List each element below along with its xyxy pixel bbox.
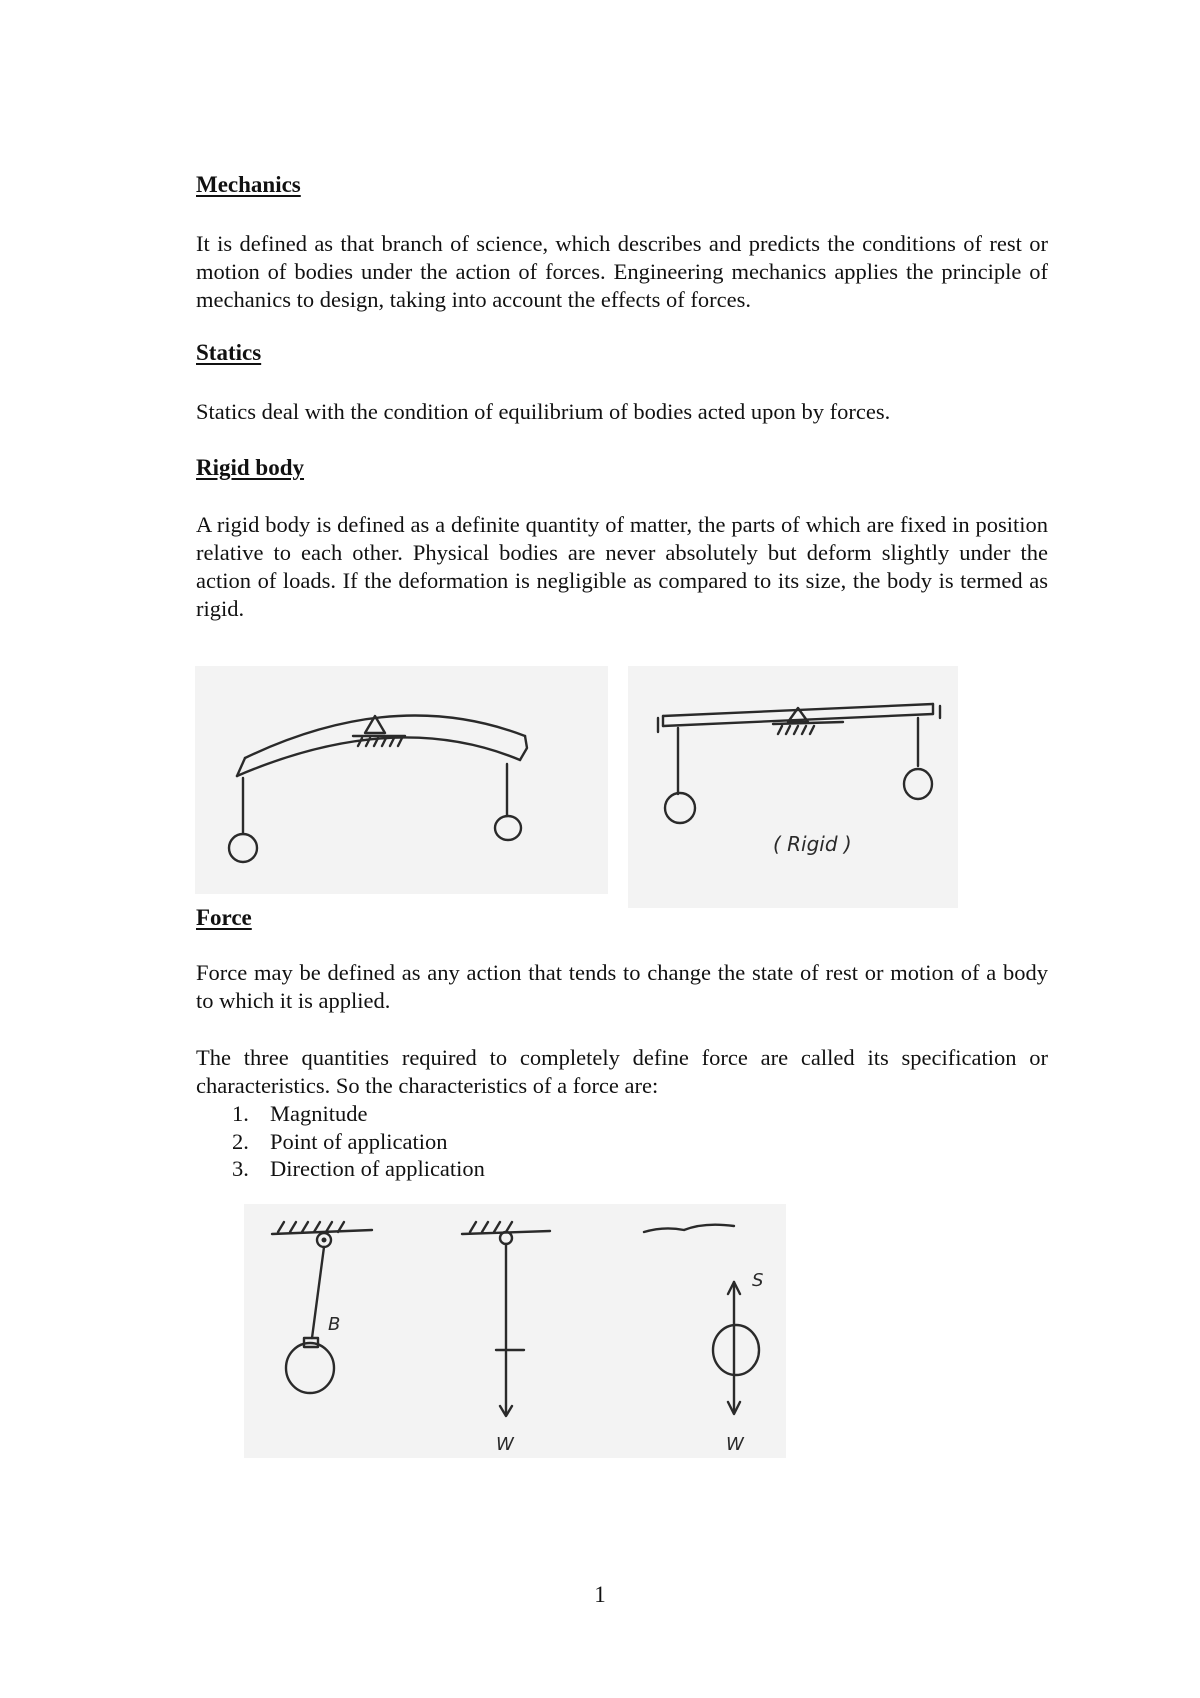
- list-item: 3. Direction of application: [232, 1156, 485, 1181]
- heading-rigid-body: Rigid body: [196, 455, 305, 480]
- label-w1: W: [496, 1434, 514, 1455]
- figure-deformed-beam: [195, 666, 608, 894]
- list-item: 1. Magnitude: [232, 1101, 368, 1126]
- label-s: S: [752, 1270, 764, 1291]
- heading-mechanics: Mechanics: [196, 172, 301, 197]
- page-number: 1: [594, 1582, 606, 1607]
- paragraph-force-characteristics: The three quantities required to completely define force are called its specification or characteristics. So the characteristics of a force are:: [196, 1045, 1048, 1098]
- label-w2: W: [726, 1434, 744, 1455]
- hanging-weights-drawing: [244, 1204, 786, 1458]
- deformed-beam-drawing: [195, 666, 608, 894]
- rigid-label: ( Rigid ): [773, 832, 852, 856]
- paragraph-force-definition: Force may be defined as any action that tends to change the state of rest or motion of a body to which it is applied.: [196, 960, 1048, 1013]
- paragraph-statics: Statics deal with the condition of equilibrium of bodies acted upon by forces.: [196, 399, 891, 424]
- rigid-beam-drawing: [628, 666, 958, 908]
- paragraph-mechanics: It is defined as that branch of science, which describes and predicts the conditions of rest or motion of bodies under the action of forces. Engineering mechanics applies the principle of mechanics to design, taking into account the effects of forces.: [196, 231, 1048, 312]
- paragraph-rigid-body: A rigid body is defined as a definite quantity of matter, the parts of which are fixed in position relative to each other. Physical bodies are never absolutely but deform slightly under the action of loads. If the deformation is negligible as compared to its size, the body is termed as rigid.: [196, 512, 1048, 621]
- list-item: 2. Point of application: [232, 1128, 448, 1154]
- heading-statics: Statics: [196, 340, 262, 365]
- heading-force: Force: [196, 905, 252, 930]
- figure-rigid-beam: [628, 666, 958, 908]
- characteristics-list: [232, 1100, 485, 1183]
- figure-hanging-weights: [244, 1204, 786, 1458]
- label-b: B: [328, 1314, 341, 1335]
